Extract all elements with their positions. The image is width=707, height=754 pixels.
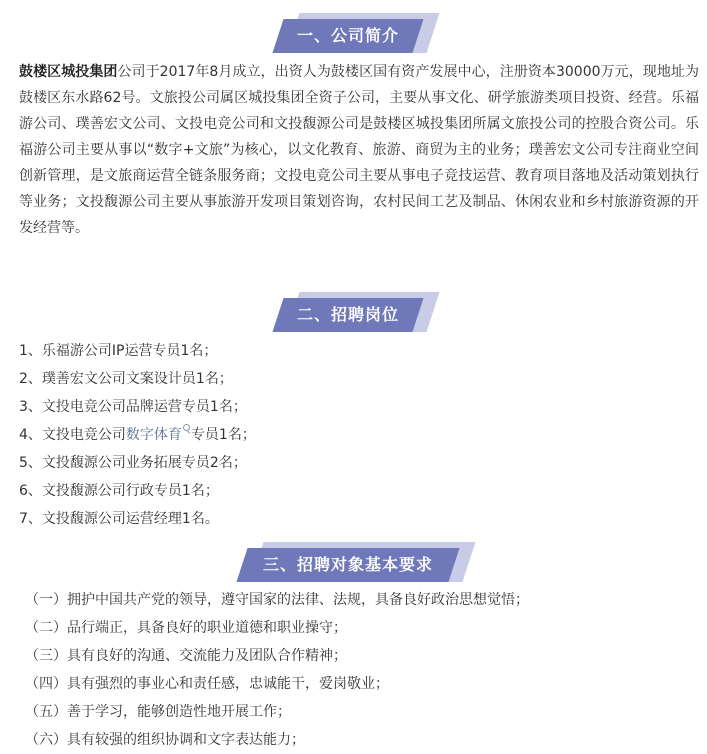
list-item: （一）拥护中国共产党的领导，遵守国家的法律、法规，具备良好政治思想觉悟； xyxy=(25,592,529,608)
position-suffix: 专员1名； xyxy=(190,427,256,443)
list-item xyxy=(19,421,699,449)
search-icon[interactable] xyxy=(183,424,191,434)
list-item: 7、文投馥源公司运营经理1名。 xyxy=(19,511,219,527)
list-item: （四）具有强烈的事业心和责任感，忠诚能干，爱岗敬业； xyxy=(25,676,389,692)
list-item: 5、文投馥源公司业务拓展专员2名； xyxy=(19,455,247,471)
company-intro-paragraph xyxy=(19,59,699,241)
company-intro-text: 公司于2017年8月成立，出资人为鼓楼区国有资产发展中心，注册资本30000万元，现地址为鼓楼区东水路62号。文旅投公司属区城投集团全资子公司，主要从事文化、研学旅游类项目投资、经营。乐福游公司、璞善宏文公司、文投电竞公司和文投馥源公司是鼓楼区城投集团所属文旅投公司的控股合资公司。乐福游公司主要从事以“数字+文旅”为核心，以文化教育、旅游、商贸为主的业务；璞善宏文公司专注商业空间创新管理，是文旅商运营全链条服务商；文投电竞公司主要从事电子竞技运营、教育项目落地及活动策划执行等业务；文投馥源公司主要从事旅游开发项目策划咨询，农村民间工艺及制品、休闲农业和乡村旅游资源的开发经营等。 xyxy=(19,64,699,236)
section-title: 一、公司简介 xyxy=(296,26,399,45)
list-item: 6、文投馥源公司行政专员1名； xyxy=(19,483,219,499)
requirements-list xyxy=(25,586,705,754)
list-item: 1、乐福游公司IP运营专员1名； xyxy=(19,343,218,359)
section-header-positions xyxy=(0,292,707,332)
list-item: （二）品行端正，具备良好的职业道德和职业操守； xyxy=(25,620,347,636)
position-prefix: 4、文投电竞公司 xyxy=(19,427,126,443)
section-title: 二、招聘岗位 xyxy=(296,305,399,324)
positions-list xyxy=(19,337,699,533)
section-title: 三、招聘对象基本要求 xyxy=(262,555,433,574)
section-header-company-intro xyxy=(0,13,707,53)
list-item: （三）具有良好的沟通、交流能力及团队合作精神； xyxy=(25,648,347,664)
company-name: 鼓楼区城投集团 xyxy=(19,64,118,80)
digital-sports-search-link[interactable]: 数字体育 xyxy=(125,427,182,443)
section-header-requirements xyxy=(0,542,707,582)
list-item: （六）具有较强的组织协调和文字表达能力； xyxy=(25,732,305,748)
list-item: 3、文投电竞公司品牌运营专员1名； xyxy=(19,399,247,415)
list-item: （五）善于学习，能够创造性地开展工作； xyxy=(25,704,291,720)
list-item: 2、璞善宏文公司文案设计员1名； xyxy=(19,371,233,387)
